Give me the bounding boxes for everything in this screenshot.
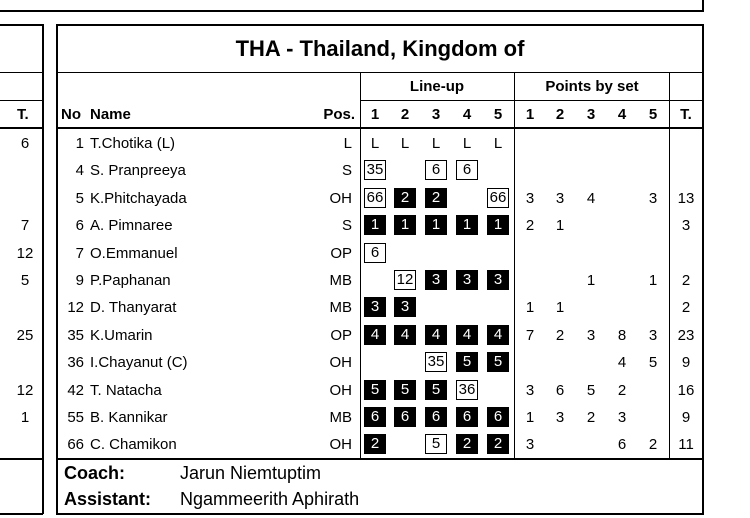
player-position: MB <box>329 409 352 426</box>
points-set-3-value: 1 <box>586 272 596 289</box>
player-total: 9 <box>681 354 691 372</box>
lineup-set-3-starting-box: 6 <box>425 407 447 427</box>
points-set-2-value: 1 <box>555 217 565 235</box>
lineup-set-4-header: 4 <box>462 106 472 123</box>
points-set-4-value: 4 <box>617 354 627 372</box>
player-name: D. Thanyarat <box>90 299 177 317</box>
player-position: S <box>341 162 352 180</box>
footer-top-rule <box>56 458 704 460</box>
name-column-header: Name <box>90 106 131 123</box>
player-position: S <box>341 217 352 235</box>
points-set-1-value: 3 <box>525 381 535 399</box>
left-total-value: 25 <box>16 326 34 344</box>
lineup-set-1-starting-box: 4 <box>364 325 386 345</box>
points-set-2-value: 6 <box>555 381 565 399</box>
player-number: 4 <box>75 162 84 180</box>
player-name: B. Kannikar <box>90 409 168 426</box>
left-total-value: 12 <box>16 381 34 399</box>
points-set-5-value: 5 <box>648 354 658 372</box>
left-total-value: 12 <box>16 244 34 262</box>
lineup-set-2-header: 2 <box>400 106 410 123</box>
lineup-set-3-substitute-box: 5 <box>425 434 447 454</box>
lineup-set-4-substitute-box: 36 <box>456 380 478 400</box>
lineup-set-1-substitute-box: 66 <box>364 188 386 208</box>
points-set-5-value: 3 <box>648 326 658 344</box>
lineup-set-5-starting-box: 1 <box>487 215 509 235</box>
top-panel-bottom-border <box>0 10 704 12</box>
table-row <box>0 211 750 238</box>
lineup-set-3-starting-box: 3 <box>425 270 447 290</box>
lineup-set-1-starting-box: 1 <box>364 215 386 235</box>
player-position: OP <box>330 244 352 262</box>
player-total: 11 <box>678 436 694 454</box>
points-set-4-value: 6 <box>617 436 627 454</box>
points-by-set-header: Points by set <box>545 78 639 95</box>
points-set-3-value: 4 <box>586 189 596 207</box>
points-set-1-value: 1 <box>525 299 535 317</box>
lineup-set-3-starting-box: 1 <box>425 215 447 235</box>
lineup-set-1-starting-box: 2 <box>364 434 386 454</box>
main-panel-bottom-border <box>56 513 704 515</box>
player-total: 2 <box>681 299 691 317</box>
table-row <box>0 376 750 403</box>
points-set-4-header: 4 <box>617 106 627 123</box>
left-panel-footer-rule <box>0 458 43 460</box>
points-set-2-value: 2 <box>555 326 565 344</box>
left-panel-bottom-border <box>0 513 43 515</box>
player-total: 13 <box>677 189 695 207</box>
table-row <box>0 184 750 211</box>
player-name: I.Chayanut (C) <box>90 354 188 372</box>
table-row <box>0 321 750 348</box>
lineup-set-5-value: L <box>493 135 503 152</box>
points-set-2-value: 3 <box>555 189 565 207</box>
no-column-header: No <box>61 106 81 123</box>
top-panel-right-border <box>702 0 704 11</box>
player-position: OH <box>329 436 352 454</box>
lineup-set-2-starting-box: 3 <box>394 297 416 317</box>
coach-name: Jarun Niemtuptim <box>180 463 322 483</box>
player-position: MB <box>329 299 352 317</box>
lineup-set-5-header: 5 <box>493 106 503 123</box>
player-total: 23 <box>677 326 695 344</box>
lineup-set-3-substitute-box: 6 <box>425 160 447 180</box>
player-position: OP <box>330 326 352 344</box>
left-panel-header-rule-2 <box>0 100 43 101</box>
lineup-set-4-starting-box: 3 <box>456 270 478 290</box>
assistant-label: Assistant: <box>64 489 152 509</box>
lineup-set-3-substitute-box: 35 <box>425 352 447 372</box>
pos-column-header: Pos. <box>323 106 355 123</box>
player-name: K.Phitchayada <box>90 189 187 207</box>
player-number: 1 <box>75 135 84 152</box>
points-set-3-value: 5 <box>586 381 596 399</box>
left-total-header: T. <box>17 106 29 123</box>
team-title: THA - Thailand, Kingdom of <box>235 36 525 61</box>
table-row <box>0 430 750 457</box>
lineup-set-1-header: 1 <box>370 106 380 123</box>
lineup-set-2-starting-box: 1 <box>394 215 416 235</box>
lineup-set-3-starting-box: 4 <box>425 325 447 345</box>
lineup-set-2-starting-box: 2 <box>394 188 416 208</box>
lineup-set-2-starting-box: 6 <box>394 407 416 427</box>
player-number: 35 <box>67 326 84 344</box>
assistant-name: Ngammeerith Aphirath <box>180 489 360 509</box>
lineup-set-4-starting-box: 2 <box>456 434 478 454</box>
points-set-3-header: 3 <box>586 106 596 123</box>
points-set-3-value: 3 <box>586 326 596 344</box>
player-total: 9 <box>681 409 691 426</box>
player-name: A. Pimnaree <box>90 217 173 235</box>
player-name: C. Chamikon <box>90 436 177 454</box>
player-position: OH <box>329 354 352 372</box>
points-set-5-header: 5 <box>648 106 658 123</box>
lineup-set-2-value: L <box>400 135 410 152</box>
points-set-4-value: 8 <box>617 326 627 344</box>
main-panel-top-border <box>56 24 704 26</box>
player-number: 42 <box>67 381 84 399</box>
lineup-set-5-starting-box: 3 <box>487 270 509 290</box>
player-number: 6 <box>75 217 84 235</box>
lineup-set-4-starting-box: 6 <box>456 407 478 427</box>
left-total-value: 6 <box>20 135 30 152</box>
points-set-1-value: 3 <box>525 189 535 207</box>
left-total-value: 1 <box>20 409 30 426</box>
title-bottom-rule <box>56 72 704 73</box>
table-row <box>0 129 750 156</box>
lineup-set-1-starting-box: 5 <box>364 380 386 400</box>
lineup-set-2-substitute-box: 12 <box>394 270 416 290</box>
player-total: 16 <box>677 381 695 399</box>
points-set-2-value: 1 <box>555 299 565 317</box>
left-total-value: 5 <box>20 272 30 289</box>
player-number: 55 <box>67 409 84 426</box>
player-total: 2 <box>681 272 691 289</box>
table-row <box>0 239 750 266</box>
lineup-set-3-header: 3 <box>431 106 441 123</box>
lineup-set-3-value: L <box>431 135 441 152</box>
coach-label: Coach: <box>64 463 126 483</box>
points-set-2-value: 3 <box>555 409 565 426</box>
points-set-4-value: 3 <box>617 409 627 426</box>
table-row <box>0 348 750 375</box>
points-set-1-value: 3 <box>525 436 535 454</box>
points-set-5-value: 3 <box>648 189 658 207</box>
lineup-set-2-starting-box: 5 <box>394 380 416 400</box>
lineup-set-4-starting-box: 5 <box>456 352 478 372</box>
lineup-set-1-starting-box: 3 <box>364 297 386 317</box>
table-row <box>0 403 750 430</box>
player-name: S. Pranpreeya <box>90 162 186 180</box>
points-set-4-value: 2 <box>617 381 627 399</box>
points-set-3-value: 2 <box>586 409 596 426</box>
table-row <box>0 266 750 293</box>
player-total: 3 <box>681 217 691 235</box>
table-row <box>0 293 750 320</box>
player-number: 12 <box>67 299 84 317</box>
player-name: T.Chotika (L) <box>90 135 176 152</box>
lineup-set-5-starting-box: 5 <box>487 352 509 372</box>
lineup-set-2-starting-box: 4 <box>394 325 416 345</box>
points-set-5-value: 2 <box>648 436 658 454</box>
points-set-2-header: 2 <box>555 106 565 123</box>
points-set-1-value: 2 <box>525 217 535 235</box>
player-number: 66 <box>67 436 84 454</box>
player-number: 9 <box>75 272 84 289</box>
player-position: MB <box>329 272 352 289</box>
lineup-set-3-starting-box: 2 <box>425 188 447 208</box>
lineup-set-1-substitute-box: 6 <box>364 243 386 263</box>
left-panel-header-rule <box>0 72 43 73</box>
player-position: OH <box>329 189 352 207</box>
player-name: O.Emmanuel <box>90 244 178 262</box>
lineup-set-5-substitute-box: 66 <box>487 188 509 208</box>
lineup-set-4-value: L <box>462 135 472 152</box>
player-name: P.Paphanan <box>90 272 171 289</box>
lineup-set-4-starting-box: 1 <box>456 215 478 235</box>
lineup-set-3-starting-box: 5 <box>425 380 447 400</box>
points-set-1-value: 7 <box>525 326 535 344</box>
points-set-1-header: 1 <box>525 106 535 123</box>
points-set-1-value: 1 <box>525 409 535 426</box>
lineup-set-1-starting-box: 6 <box>364 407 386 427</box>
left-panel-top-border <box>0 24 43 26</box>
table-row <box>0 156 750 183</box>
player-number: 5 <box>75 189 84 207</box>
lineup-set-1-value: L <box>370 135 380 152</box>
lineup-set-5-starting-box: 4 <box>487 325 509 345</box>
lineup-set-5-starting-box: 6 <box>487 407 509 427</box>
total-column-header: T. <box>680 106 692 123</box>
player-number: 7 <box>75 244 84 262</box>
left-total-value: 7 <box>20 217 30 235</box>
player-position: L <box>343 135 352 152</box>
lineup-set-5-starting-box: 2 <box>487 434 509 454</box>
player-name: T. Natacha <box>90 381 162 399</box>
lineup-set-4-substitute-box: 6 <box>456 160 478 180</box>
lineup-header: Line-up <box>409 78 465 95</box>
player-name: K.Umarin <box>90 326 153 344</box>
player-position: OH <box>329 381 352 399</box>
lineup-set-4-starting-box: 4 <box>456 325 478 345</box>
lineup-set-1-substitute-box: 35 <box>364 160 386 180</box>
points-set-5-value: 1 <box>648 272 658 289</box>
player-number: 36 <box>67 354 84 372</box>
subheader-rule <box>360 100 703 101</box>
